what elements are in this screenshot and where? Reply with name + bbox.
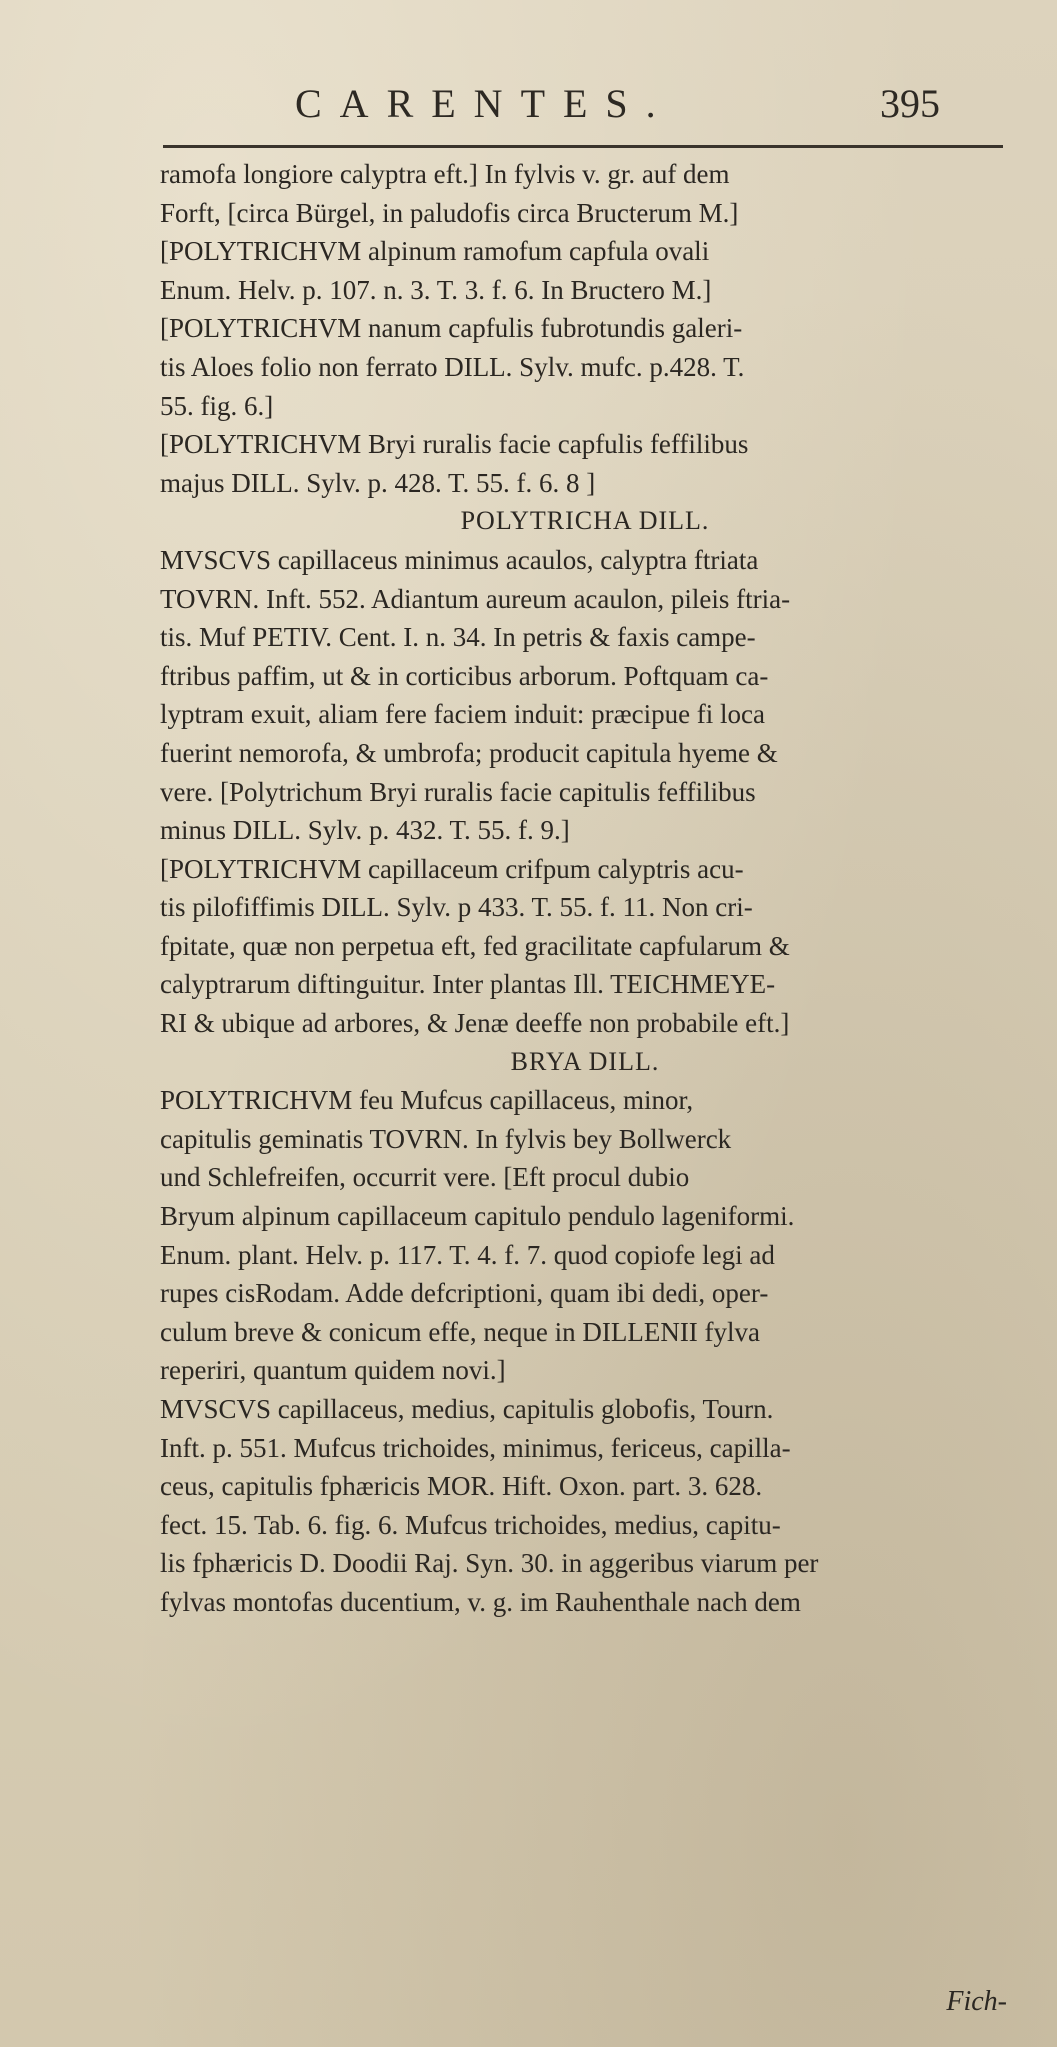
text-line: capitulis geminatis TOVRN. In fylvis bey Bollwerck bbox=[160, 1123, 732, 1154]
catchword: Fich- bbox=[946, 1986, 1007, 2017]
page-number: 395 bbox=[880, 81, 940, 126]
text-line: lis fphæricis D. Doodii Raj. Syn. 30. in aggeribus viarum per bbox=[160, 1548, 819, 1579]
text-line: 55. fig. 6.] bbox=[160, 390, 274, 421]
text-line: MVSCVS capillaceus, medius, capitulis globofis, Tourn. bbox=[160, 1394, 774, 1424]
section-heading: POLYTRICHA DILL. bbox=[460, 506, 710, 536]
body-text bbox=[160, 155, 1010, 1622]
text-line: [POLYTRICHVM alpinum ramofum capfula ovali bbox=[160, 236, 710, 267]
text-line: [POLYTRICHVM Bryi ruralis facie capfulis feffilibus bbox=[160, 429, 749, 460]
text-line: RI & ubique ad arbores, & Jenæ deeffe non probabile eft.] bbox=[160, 1008, 790, 1039]
text-line: calyptrarum diftinguitur. Inter plantas Ill. TEICHMEYE- bbox=[160, 969, 776, 1000]
text-line: Inft. p. 551. Mufcus trichoides, minimus, fericeus, capilla- bbox=[160, 1432, 791, 1463]
text-line: fylvas montofas ducentium, v. g. im Rauhenthale nach dem bbox=[160, 1586, 801, 1617]
page-header bbox=[140, 80, 1000, 140]
text-line: vere. [Polytrichum Bryi ruralis facie capitulis feffilibus bbox=[160, 776, 756, 807]
text-line: ftribus paffim, ut & in corticibus arborum. Poftquam ca- bbox=[160, 660, 769, 691]
text-line: tis. Muf PETIV. Cent. I. n. 34. In petris & faxis campe- bbox=[160, 622, 756, 653]
text-line: Bryum alpinum capillaceum capitulo pendulo lageniformi. bbox=[160, 1201, 795, 1232]
text-line: Forft, [circa Bürgel, in paludofis circa Bructerum M.] bbox=[160, 197, 739, 228]
running-head: CARENTES. bbox=[295, 81, 674, 126]
text-line: minus DILL. Sylv. p. 432. T. 55. f. 9.] bbox=[160, 815, 570, 846]
text-line: ceus, capitulis fphæricis MOR. Hift. Oxon. part. 3. 628. bbox=[160, 1471, 763, 1502]
text-line: MVSCVS capillaceus minimus acaulos, calyptra ftriata bbox=[160, 544, 759, 575]
section-heading: BRYA DILL. bbox=[510, 1046, 660, 1076]
text-line: und Schlefreifen, occurrit vere. [Eft procul dubio bbox=[160, 1162, 690, 1193]
text-line: ramofa longiore calyptra eft.] In fylvis v. gr. auf dem bbox=[160, 159, 730, 189]
text-line: rupes cisRodam. Adde defcriptioni, quam ibi dedi, oper- bbox=[160, 1278, 769, 1309]
text-line: tis Aloes folio non ferrato DILL. Sylv. mufc. p.428. T. bbox=[160, 351, 745, 382]
text-line: Enum. plant. Helv. p. 117. T. 4. f. 7. quod copiofe legi ad bbox=[160, 1239, 775, 1270]
text-line: lyptram exuit, aliam fere faciem induit: præcipue fi loca bbox=[160, 699, 766, 730]
text-line: tis pilofiffimis DILL. Sylv. p 433. T. 55. f. 11. Non cri- bbox=[160, 892, 753, 923]
text-line: Enum. Helv. p. 107. n. 3. T. 3. f. 6. In Bructero M.] bbox=[160, 274, 712, 305]
text-line: [POLYTRICHVM nanum capfulis fubrotundis galeri- bbox=[160, 313, 743, 344]
text-line: reperiri, quantum quidem novi.] bbox=[160, 1355, 506, 1386]
text-line: fect. 15. Tab. 6. fig. 6. Mufcus trichoides, medius, capitu- bbox=[160, 1509, 781, 1540]
text-line: POLYTRICHVM feu Mufcus capillaceus, minor, bbox=[160, 1085, 694, 1116]
text-line: [POLYTRICHVM capillaceum crifpum calyptris acu- bbox=[160, 853, 744, 884]
text-line: majus DILL. Sylv. p. 428. T. 55. f. 6. 8 ] bbox=[160, 467, 596, 498]
text-line: culum breve & conicum effe, neque in DILLENII fylva bbox=[160, 1316, 761, 1347]
text-line: TOVRN. Inft. 552. Adiantum aureum acaulon, pileis ftria- bbox=[160, 583, 791, 614]
text-line: fpitate, quæ non perpetua eft, fed gracilitate capfularum & bbox=[160, 930, 790, 961]
header-rule bbox=[163, 145, 1003, 148]
text-line: fuerint nemorofa, & umbrofa; producit capitula hyeme & bbox=[160, 737, 778, 768]
